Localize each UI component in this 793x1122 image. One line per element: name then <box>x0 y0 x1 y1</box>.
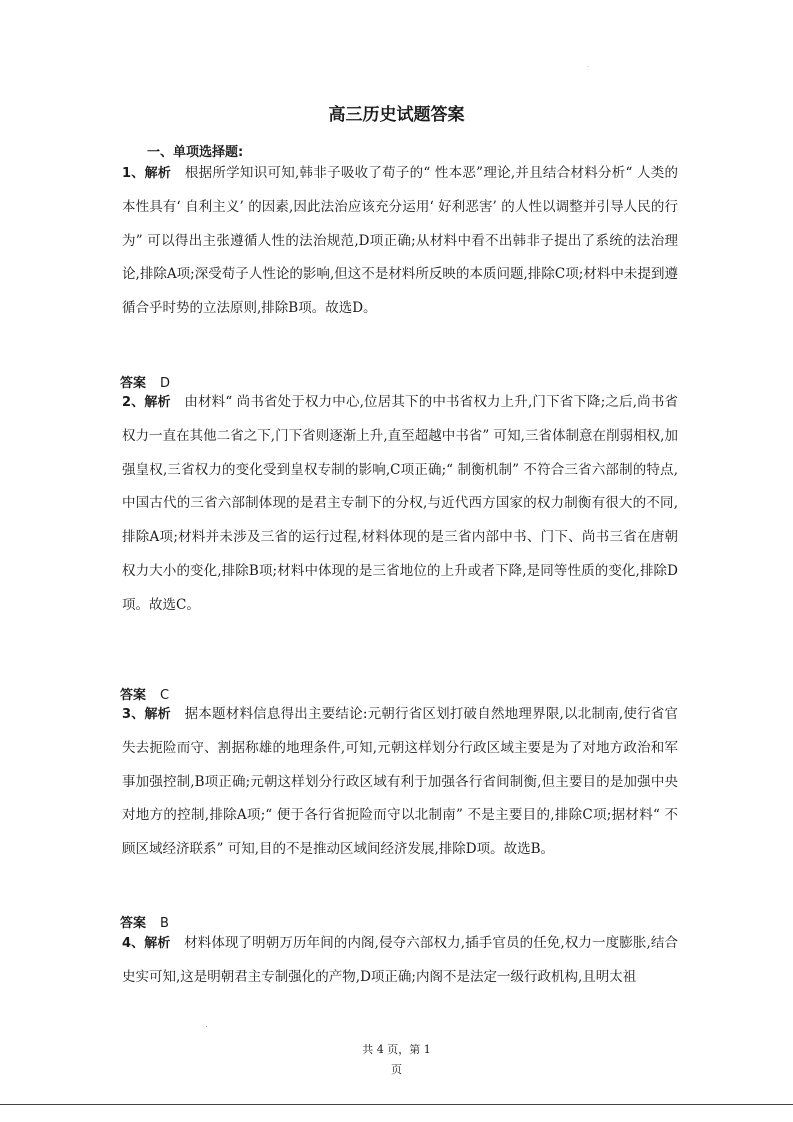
question-2-label: 2、解析 <box>122 395 171 410</box>
page-title: 高三历史试题答案 <box>328 105 465 125</box>
question-2-text: 由材料“ 尚书省处于权力中心,位居其下的中书省权力上升,门下省下降;之后,尚书省权力一直在其他二省之下,门下省则逐渐上升,直至超越中书省” 可知,三省体制意在削弱相权,加强皇权,三省权力的变化受到皇权专制的影响,C项正确;“ 制衡机制” 不符合三省六部制的特点,中国古代的三省六部制体现的是君主专制下的分权,与近代西方国家的权力制衡有很大的不同,排除A项;材料并未涉及三省的运行过程,材料体现的是三省内部中书、门下、尚书三省在唐朝权力大小的变化,排除B项;材料中体现的是三省地位的上升或者下降,是同等性质的变化,排除D项。故选C。 <box>122 394 678 613</box>
question-2-paragraph <box>122 386 678 623</box>
answer-3-label: 答案 <box>120 916 147 931</box>
answer-1-value: D <box>160 376 171 391</box>
question-4-paragraph <box>122 927 678 995</box>
answer-2-value: C <box>160 688 170 703</box>
section-heading: 一、单项选择题: <box>147 145 244 160</box>
question-4-text: 材料体现了明朝万历年间的内阁,侵夺六部权力,插手官员的任免,权力一度膨胀,结合史实可知,这是明朝君主专制强化的产物,D项正确;内阁不是法定一级行政机构,且明太祖 <box>122 935 679 985</box>
stray-dot: . <box>587 62 589 69</box>
page-footer <box>0 1040 793 1080</box>
question-1-label: 1、解析 <box>122 166 172 181</box>
question-3 <box>122 698 678 867</box>
question-1-paragraph <box>122 157 678 326</box>
question-1-text: 根据所学知识可知,韩非子吸收了荀子的“ 性本恶”理论,并且结合材料分析“ 人类的本性具有‘ 自利主义’ 的因素,因此法治应该充分运用‘ 好利恶害’ 的人性以调整并引导人民的行为” 可以得出主张遵循人性的法治规范,D项正确;从材料中看不出韩非子提出了系统的法治理论,排除A项;深受荀子人性论的影响,但这不是材料所反映的本质问题,排除C项;材料中未提到遵循合乎时势的立法原则,排除B项。故选D。 <box>122 165 679 317</box>
question-2 <box>122 386 678 623</box>
answer-3-value: B <box>160 916 169 931</box>
stray-mark <box>206 1026 207 1027</box>
footer-divider <box>0 1104 793 1105</box>
answer-2-label: 答案 <box>120 688 147 703</box>
question-3-paragraph <box>122 698 678 867</box>
footer-page-suffix: 页 <box>391 1063 402 1076</box>
answer-1-label: 答案 <box>120 376 147 391</box>
question-4 <box>122 927 678 995</box>
question-3-label: 3、解析 <box>122 707 171 722</box>
question-1 <box>122 157 678 326</box>
question-4-label: 4、解析 <box>122 936 171 951</box>
question-3-text: 据本题材料信息得出主要结论:元朝行省区划打破自然地理界限,以北制南,使行省官失去扼险而守、割据称雄的地理条件,可知,元朝这样划分行政区域主要是为了对地方政治和军事加强控制,B项正确;元朝这样划分行政区域有利于加强各行省间制衡,但主要目的是加强中央对地方的控制,排除A项;“ 便于各行省扼险而守以北制南” 不是主要目的,排除C项;据材料“ 不顾区域经济联系” 可知,目的不是推动区域间经济发展,排除D项。故选B。 <box>122 706 678 858</box>
footer-page-count: 共 4 页，第 1 <box>362 1043 431 1056</box>
